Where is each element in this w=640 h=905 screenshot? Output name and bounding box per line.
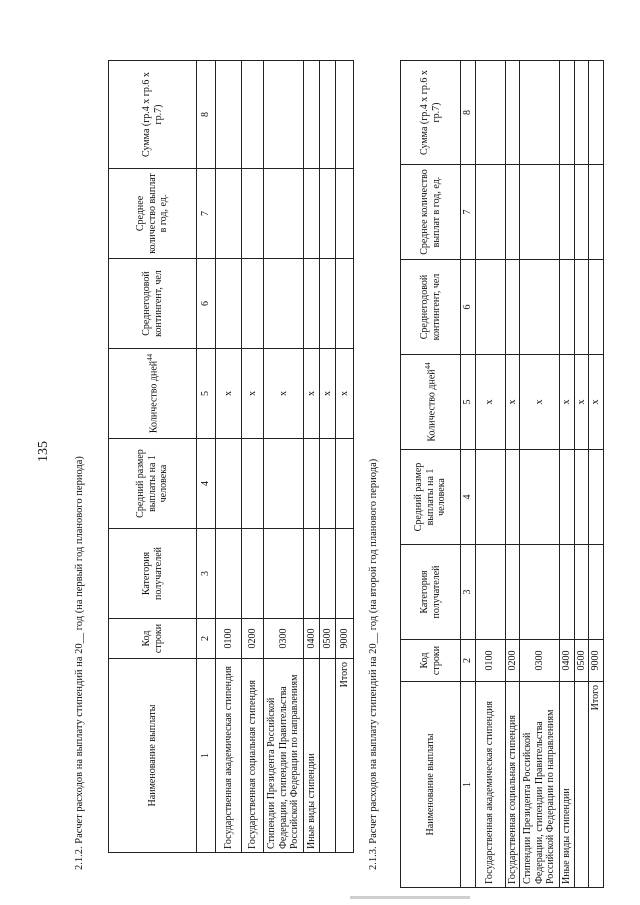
header-sum: Сумма (гр.4 x гр.6 x гр.7) bbox=[401, 61, 461, 165]
table-total-row: Итого 9000 x bbox=[589, 61, 604, 888]
table-total-row: Итого 9000 x bbox=[336, 61, 354, 853]
table-row: Иные виды стипендии 0400 x bbox=[560, 61, 575, 888]
column-number-row: 1 2 3 4 5 6 7 8 bbox=[197, 61, 216, 853]
scan-edge-mark bbox=[350, 896, 470, 899]
header-avg-payment: Средний размер выплаты на 1 человека bbox=[401, 450, 461, 545]
table-row: Иные виды стипендии 0400 x bbox=[304, 61, 320, 853]
header-category: Категория получателей bbox=[401, 545, 461, 640]
section-heading-1: 2.1.2. Расчет расходов на выплату стипендий на 20__ год (на первый год планового периода) bbox=[74, 456, 85, 870]
header-contingent: Среднегодовой контингент, чел bbox=[109, 259, 197, 349]
header-days: Количество дней$^{44}$ bbox=[401, 355, 461, 450]
table-row: Стипендии Президента Российской Федерации, стипендии Правительства Российской Федерации по направлениям 0300 x bbox=[264, 61, 304, 853]
header-avg-count: Среднее количество выплат в год, ед. bbox=[401, 165, 461, 260]
header-name: Наименование выплаты bbox=[401, 682, 461, 888]
header-code: Код строки bbox=[401, 640, 461, 682]
stipend-table-1 bbox=[108, 60, 354, 853]
header-sum: Сумма (гр.4 x гр.6 x гр.7) bbox=[109, 61, 197, 169]
header-category: Категория получателей bbox=[109, 529, 197, 619]
page-number: 135 bbox=[36, 441, 51, 462]
header-code: Код строки bbox=[109, 619, 197, 659]
table-2-wrapper bbox=[400, 60, 604, 888]
table-row: Государственная социальная стипендия 0200 x bbox=[242, 61, 264, 853]
table-row: 0500 x bbox=[574, 61, 589, 888]
header-avg-payment: Средний размер выплаты на 1 человека bbox=[109, 439, 197, 529]
header-days: Количество дней$^{44}$ bbox=[109, 349, 197, 439]
header-name: Наименование выплаты bbox=[109, 659, 197, 853]
table-row: Государственная социальная стипендия 0200 x bbox=[505, 61, 520, 888]
table-1-wrapper bbox=[108, 60, 354, 853]
table-header-row bbox=[401, 61, 461, 888]
table-header-row bbox=[109, 61, 197, 853]
header-avg-count: Среднее количество выплат в год, ед. bbox=[109, 169, 197, 259]
stipend-table-2 bbox=[400, 60, 604, 888]
table-row: Государственная академическая стипендия 0100 x bbox=[475, 61, 505, 888]
table-row: Стипендии Президента Российской Федерации, стипендии Правительства Российской Федерации по направлениям 0300 x bbox=[520, 61, 560, 888]
header-contingent: Среднегодовой контингент, чел bbox=[401, 260, 461, 355]
table-row: 0500 x bbox=[320, 61, 336, 853]
column-number-row: 1 2 3 4 5 6 7 8 bbox=[461, 61, 476, 888]
section-heading-2: 2.1.3. Расчет расходов на выплату стипендий на 20__ год (на второй год планового периода) bbox=[368, 458, 379, 870]
table-row: Государственная академическая стипендия 0100 x bbox=[216, 61, 242, 853]
